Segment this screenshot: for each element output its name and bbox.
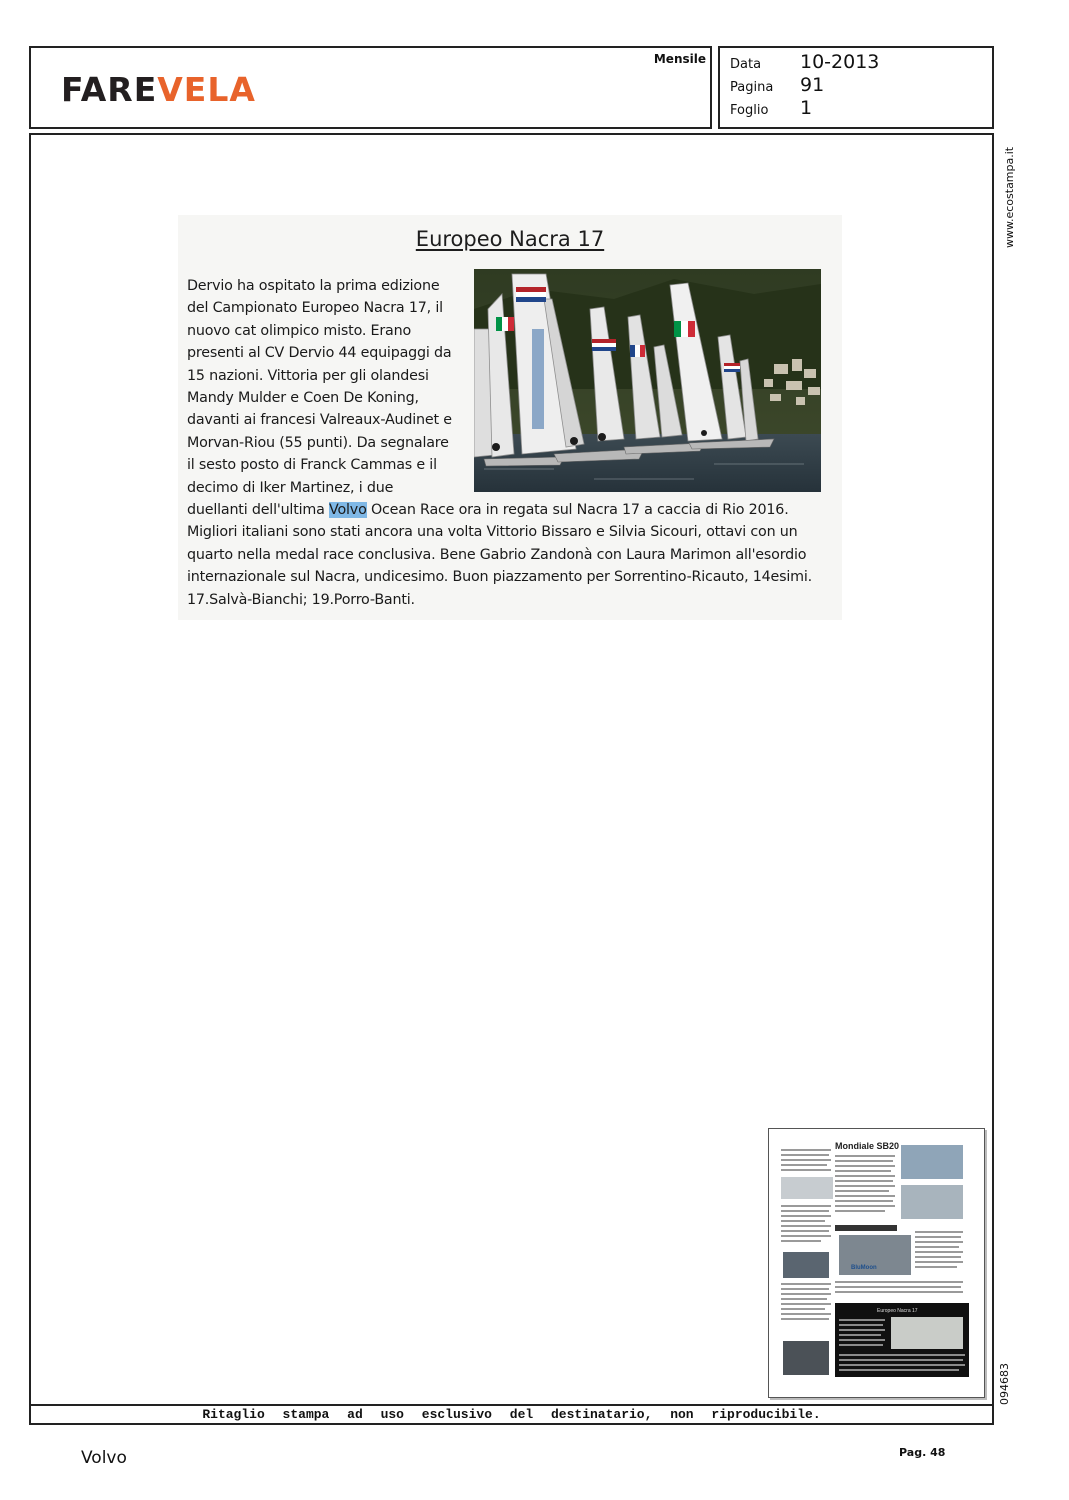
footer-page-number: Pag. 48 [899, 1446, 946, 1459]
date-label: Data [730, 57, 762, 72]
page-value: 91 [800, 74, 825, 96]
article-title-text: Europeo Nacra 17 [415, 227, 605, 251]
date-row [730, 51, 879, 73]
article-clipping [178, 215, 842, 620]
page-row [730, 74, 824, 96]
sheet-label: Foglio [730, 103, 769, 118]
highlighted-keyword: Volvo [329, 502, 367, 519]
article-body [187, 275, 837, 611]
article-text-part1: Dervio ha ospitato la prima edizione del Campionato Europeo Nacra 17, il nuovo cat olimpico misto. Erano presenti al CV Dervio 44 equipaggi da 15 nazioni. Vittoria per gli olandesi Mandy Mulder e Coen De Koning, davanti ai francesi Valreaux-Audinet e Morvan-Riou (55 punti). Da segnalare il sesto posto di Franck Cammas e il decimo di Iker Martinez, i due duellanti dell'ultima [187, 278, 452, 519]
footer-keyword: Volvo [81, 1448, 127, 1468]
regatta-photo [474, 269, 821, 492]
thumbnail-logo: BluMoon [851, 1265, 877, 1271]
frame-divider [29, 1404, 994, 1406]
article-title [178, 227, 842, 251]
thumbnail-heading: Mondiale SB20 [835, 1141, 900, 1151]
page-thumbnail [768, 1128, 985, 1398]
sheet-value: 1 [800, 97, 813, 119]
clipping-code: 094683 [998, 1363, 1011, 1405]
thumbnail-preview [769, 1129, 984, 1397]
article-text-part2: Ocean Race ora in regata sul Nacra 17 a caccia di Rio 2016. Migliori italiani sono stati ancora una volta Vittorio Bissaro e Silvia Sicouri, ottavi con un quarto nella medal race conclusiva. Bene Gabrio Zandonà con Laura Marimon all'esordio internazionale sul Nacra, undicesimo. Buon piazzamento per Sorrentino-Ricauto, 14esimi. 17.Salvà-Bianchi; 19.Porro-Banti. [187, 502, 813, 608]
logo-part-fare: FARE [61, 70, 158, 109]
farevela-logo [61, 70, 256, 109]
page-label: Pagina [730, 80, 774, 95]
date-value: 10-2013 [800, 51, 880, 73]
source-url: www.ecostampa.it [1003, 146, 1016, 248]
masthead-box [29, 46, 712, 129]
issue-info-box [718, 46, 994, 129]
sheet-row [730, 97, 812, 119]
logo-part-vela: VELA [157, 70, 256, 109]
disclaimer-text: Ritaglio stampa ad uso esclusivo del destinatario, non riproducibile. [202, 1407, 821, 1422]
thumbnail-box-title: Europeo Nacra 17 [877, 1308, 918, 1314]
frequency-label: Mensile [653, 52, 706, 66]
